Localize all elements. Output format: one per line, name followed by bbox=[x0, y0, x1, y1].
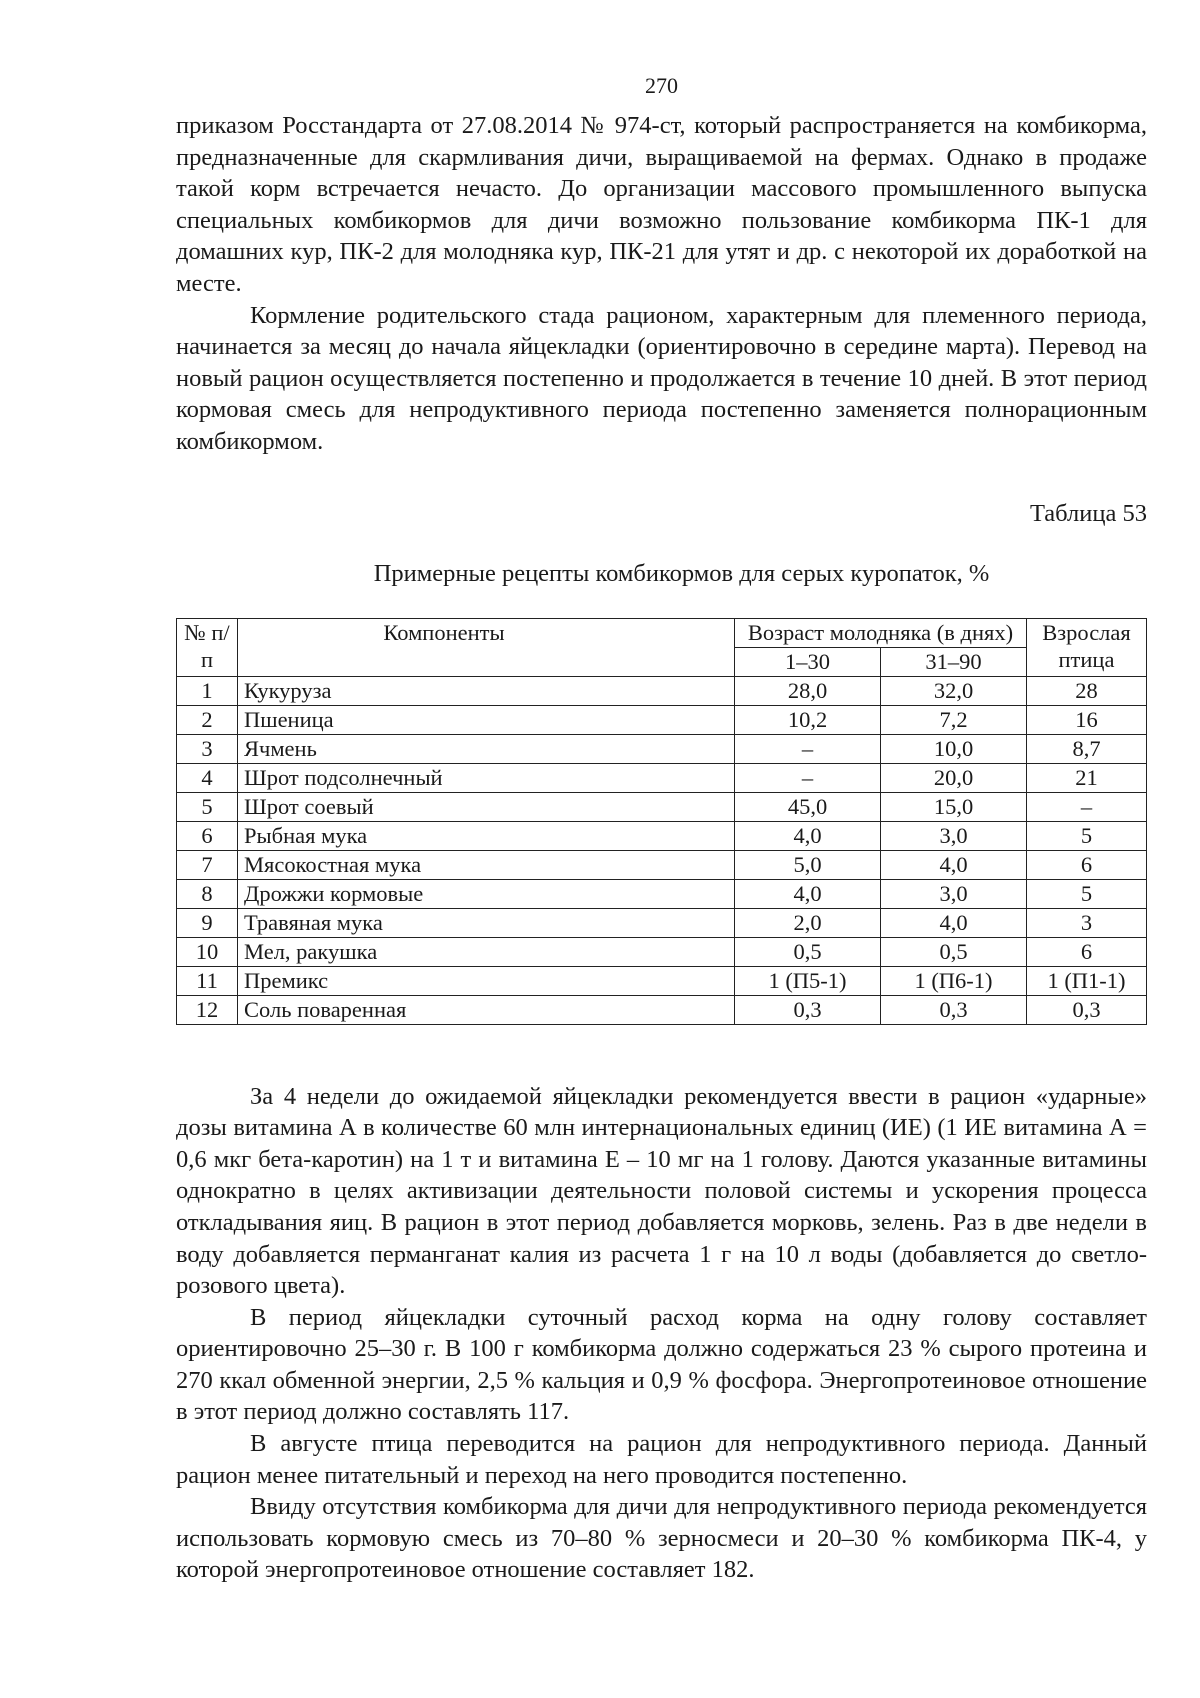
table-row bbox=[177, 966, 1147, 995]
row-component-cell: Мел, ракушка bbox=[238, 937, 735, 966]
row-young-1-cell: – bbox=[735, 734, 881, 763]
outro-text bbox=[176, 1081, 1147, 1587]
row-young-2-cell: 15,0 bbox=[881, 792, 1027, 821]
row-adult-cell: 28 bbox=[1027, 676, 1147, 705]
table-row bbox=[177, 850, 1147, 879]
row-num-cell: 12 bbox=[177, 995, 238, 1024]
row-component-cell: Пшеница bbox=[238, 705, 735, 734]
row-adult-cell: 0,3 bbox=[1027, 995, 1147, 1024]
row-adult-cell: 8,7 bbox=[1027, 734, 1147, 763]
row-young-1-cell: 0,3 bbox=[735, 995, 881, 1024]
row-num-cell: 9 bbox=[177, 908, 238, 937]
row-young-2-cell: 1 (П6-1) bbox=[881, 966, 1027, 995]
row-young-1-cell: 4,0 bbox=[735, 879, 881, 908]
row-component-cell: Рыбная мука bbox=[238, 821, 735, 850]
recipes-table bbox=[176, 618, 1147, 1025]
row-component-cell: Дрожжи кормовые bbox=[238, 879, 735, 908]
row-component-cell: Премикс bbox=[238, 966, 735, 995]
row-num-cell: 3 bbox=[177, 734, 238, 763]
row-component-cell: Травяная мука bbox=[238, 908, 735, 937]
row-young-1-cell: 28,0 bbox=[735, 676, 881, 705]
paragraph: В период яйцекладки суточный расход корма на одну голову составляет ориентировочно 25–30 г. В 100 г комбикорма должно содержаться 23 % сырого протеина и 270 ккал обменной энергии, 2,5 % кальция и 0,9 % фосфора. Энергопротеиновое отношение в этот период должно составлять 117. bbox=[176, 1303, 1147, 1426]
row-adult-cell: 1 (П1-1) bbox=[1027, 966, 1147, 995]
row-adult-cell: 3 bbox=[1027, 908, 1147, 937]
row-young-2-cell: 4,0 bbox=[881, 908, 1027, 937]
table-label: Таблица 53 bbox=[1029, 499, 1147, 527]
row-adult-cell: 16 bbox=[1027, 705, 1147, 734]
table-row bbox=[177, 763, 1147, 792]
row-num-cell: 6 bbox=[177, 821, 238, 850]
row-num-cell: 7 bbox=[177, 850, 238, 879]
page-number: 270 bbox=[645, 73, 678, 98]
row-adult-cell: 5 bbox=[1027, 821, 1147, 850]
row-component-cell: Соль поваренная bbox=[238, 995, 735, 1024]
table-row bbox=[177, 821, 1147, 850]
row-young-2-cell: 3,0 bbox=[881, 879, 1027, 908]
row-young-2-cell: 32,0 bbox=[881, 676, 1027, 705]
table-body bbox=[177, 676, 1147, 1024]
row-num-cell: 2 bbox=[177, 705, 238, 734]
paragraph: В августе птица переводится на рацион для непродуктивного периода. Данный рацион менее питательный и переход на него проводится постепенно. bbox=[176, 1430, 1147, 1489]
row-adult-cell: 6 bbox=[1027, 937, 1147, 966]
row-adult-cell: 6 bbox=[1027, 850, 1147, 879]
row-component-cell: Шрот соевый bbox=[238, 792, 735, 821]
header-young-1: 1–30 bbox=[735, 647, 881, 676]
table-row bbox=[177, 676, 1147, 705]
row-young-2-cell: 7,2 bbox=[881, 705, 1027, 734]
row-adult-cell: 5 bbox=[1027, 879, 1147, 908]
row-young-2-cell: 0,5 bbox=[881, 937, 1027, 966]
paragraph: Ввиду отсутствия комбикорма для дичи для непродуктивного периода рекомендуется использовать кормовую смесь из 70–80 % зерносмеси и 20–30 % комбикорма ПК-4, у которой энергопротеиновое отношение составляет 182. bbox=[176, 1493, 1147, 1584]
table-row bbox=[177, 792, 1147, 821]
header-young-2: 31–90 bbox=[881, 647, 1027, 676]
row-num-cell: 4 bbox=[177, 763, 238, 792]
paragraph: За 4 недели до ожидаемой яйцекладки рекомендуется ввести в рацион «ударные» дозы витамина А в количестве 60 млн интернациональных единиц (ИЕ) (1 ИЕ витамина А = 0,6 мкг бета-каротин) на 1 т и витамина Е – 10 мг на 1 голову. Даются указанные витамины однократно в целях активизации деятельности половой системы и ускорения процесса откладывания яиц. В рацион в этот период добавляется морковь, зелень. Раз в две недели в воду добавляется перманганат калия из расчета 1 г на 10 л воды (добавляется до светло-розового цвета). bbox=[176, 1082, 1147, 1300]
table-header-row bbox=[177, 618, 1147, 647]
header-young-group: Возраст молодняка (в днях) bbox=[735, 618, 1027, 647]
row-young-1-cell: 4,0 bbox=[735, 821, 881, 850]
row-num-cell: 10 bbox=[177, 937, 238, 966]
table-row bbox=[177, 908, 1147, 937]
table-row bbox=[177, 734, 1147, 763]
header-num: № п/п bbox=[177, 618, 238, 676]
table-row bbox=[177, 879, 1147, 908]
paragraph: Кормление родительского стада рационом, характерным для племенного периода, начинается за месяц до начала яйцекладки (ориентировочно в середине марта). Перевод на новый рацион осуществляется постепенно и продолжается в течение 10 дней. В этот период кормовая смесь для непродуктивного периода постепенно заменяется полнорационным комбикормом. bbox=[176, 301, 1147, 455]
row-component-cell: Кукуруза bbox=[238, 676, 735, 705]
row-young-2-cell: 3,0 bbox=[881, 821, 1027, 850]
row-num-cell: 8 bbox=[177, 879, 238, 908]
row-young-2-cell: 4,0 bbox=[881, 850, 1027, 879]
paragraph: приказом Росстандарта от 27.08.2014 № 974-ст, который распространяется на комбикорма, предназначенные для скармливания дичи, выращиваемой на фермах. Однако в продаже такой корм встречается нечасто. До организации массового промышленного выпуска специальных комбикормов для дичи возможно пользование комбикорма ПК-1 для домашних кур, ПК-2 для молодняка кур, ПК-21 для утят и др. с некоторой их доработкой на месте. bbox=[176, 112, 1147, 297]
document-page bbox=[176, 70, 1147, 1586]
row-young-1-cell: 1 (П5-1) bbox=[735, 966, 881, 995]
table-row bbox=[177, 995, 1147, 1024]
header-component: Компоненты bbox=[238, 618, 735, 676]
row-young-1-cell: 2,0 bbox=[735, 908, 881, 937]
row-component-cell: Мясокостная мука bbox=[238, 850, 735, 879]
row-num-cell: 11 bbox=[177, 966, 238, 995]
table-row bbox=[177, 705, 1147, 734]
table-row bbox=[177, 937, 1147, 966]
row-young-1-cell: 5,0 bbox=[735, 850, 881, 879]
table-title: Примерные рецепты комбикормов для серых куропаток, % bbox=[373, 559, 990, 587]
row-component-cell: Шрот подсолнечный bbox=[238, 763, 735, 792]
row-young-1-cell: – bbox=[735, 763, 881, 792]
row-young-1-cell: 0,5 bbox=[735, 937, 881, 966]
row-adult-cell: 21 bbox=[1027, 763, 1147, 792]
row-young-1-cell: 45,0 bbox=[735, 792, 881, 821]
row-num-cell: 1 bbox=[177, 676, 238, 705]
row-young-2-cell: 0,3 bbox=[881, 995, 1027, 1024]
row-young-2-cell: 20,0 bbox=[881, 763, 1027, 792]
row-young-2-cell: 10,0 bbox=[881, 734, 1027, 763]
row-component-cell: Ячмень bbox=[238, 734, 735, 763]
row-young-1-cell: 10,2 bbox=[735, 705, 881, 734]
header-adult: Взрослая птица bbox=[1027, 618, 1147, 676]
row-num-cell: 5 bbox=[177, 792, 238, 821]
intro-text bbox=[176, 110, 1147, 458]
row-adult-cell: – bbox=[1027, 792, 1147, 821]
